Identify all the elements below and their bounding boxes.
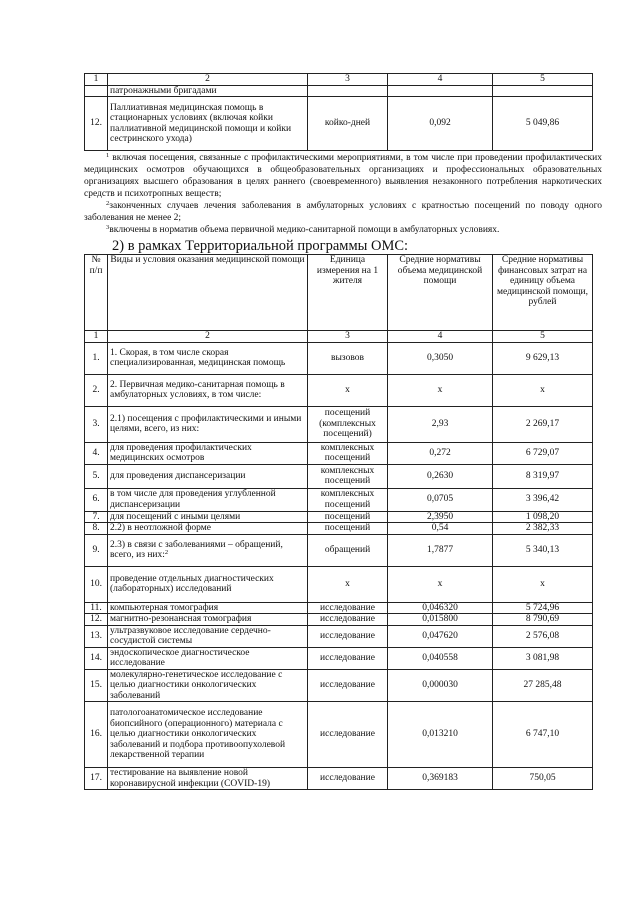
table-row bbox=[85, 614, 593, 626]
column-number-row bbox=[85, 331, 593, 343]
row-volume: 0,0705 bbox=[388, 488, 493, 511]
colnum-3: 3 bbox=[308, 74, 388, 86]
footnote-3 bbox=[84, 224, 602, 236]
row-name: молекулярно-генетическое исследование с целью диагностики онкологических заболеваний bbox=[108, 669, 308, 702]
row-cost: 5 724,96 bbox=[493, 602, 593, 614]
row-unit: комплексных посещений bbox=[308, 442, 388, 464]
row-number: 12. bbox=[85, 614, 108, 626]
row-name-text: 2.3) в связи с заболеваниями – обращений, всего, из них: bbox=[110, 539, 283, 560]
colnum-4: 4 bbox=[388, 331, 493, 343]
table-row bbox=[85, 602, 593, 614]
table-row bbox=[85, 523, 593, 535]
row-volume: 0,092 bbox=[388, 97, 493, 151]
row-cost: 27 285,48 bbox=[493, 669, 593, 702]
row-volume: 1,7877 bbox=[388, 534, 493, 566]
row-cost: х bbox=[493, 566, 593, 602]
footnote-text: включая посещения, связанные с профилактическими мероприятиями, в том числе при проведении профилактических медицинских осмотров обучающихся в общеобразовательных организациях и профессиональных образовательных организациях высшего образования в целях раннего (своевременного) выявления незаконного потребления наркотических средств и психотропных веществ; bbox=[84, 153, 602, 199]
row-unit: исследование bbox=[308, 625, 388, 647]
row-number: 3. bbox=[85, 406, 108, 442]
row-unit: х bbox=[308, 374, 388, 406]
row-number: 16. bbox=[85, 702, 108, 768]
row-cost: 6 729,07 bbox=[493, 442, 593, 464]
row-name: для проведения диспансеризации bbox=[108, 464, 308, 488]
row-name: ультразвуковое исследование сердечно-сосудистой системы bbox=[108, 625, 308, 647]
header-row bbox=[85, 255, 593, 331]
row-volume: 2,93 bbox=[388, 406, 493, 442]
footnote-mark: 2 bbox=[164, 549, 169, 556]
row-cost: 2 576,08 bbox=[493, 625, 593, 647]
colnum-2: 2 bbox=[108, 74, 308, 86]
row-number: 1. bbox=[85, 342, 108, 374]
colnum-2: 2 bbox=[108, 331, 308, 343]
colnum-3: 3 bbox=[308, 331, 388, 343]
row-cost: 750,05 bbox=[493, 768, 593, 790]
row-cost: 5 049,86 bbox=[493, 97, 593, 151]
row-name: 2.1) посещения с профилактическими и иными целями, всего, из них: bbox=[108, 406, 308, 442]
continuation-row bbox=[85, 85, 593, 97]
table-row bbox=[85, 647, 593, 669]
row-name: магнитно-резонансная томография bbox=[108, 614, 308, 626]
row-volume: 0,272 bbox=[388, 442, 493, 464]
table-row bbox=[85, 374, 593, 406]
row-unit: койко-дней bbox=[308, 97, 388, 151]
row-unit: посещений (комплексных посещений) bbox=[308, 406, 388, 442]
header-kind: Виды и условия оказания медицинской помощи bbox=[108, 255, 308, 331]
header-number: № п/п bbox=[85, 255, 108, 331]
row-name: 2.2) в неотложной форме bbox=[108, 523, 308, 535]
table-row bbox=[85, 669, 593, 702]
row-unit: обращений bbox=[308, 534, 388, 566]
row-name: проведение отдельных диагностических (лабораторных) исследований bbox=[108, 566, 308, 602]
table-row bbox=[85, 97, 593, 151]
row-name: компьютерная томография bbox=[108, 602, 308, 614]
footnote-text: включены в норматив объема первичной медико-санитарной помощи в амбулаторных условиях. bbox=[109, 225, 500, 235]
row-unit: исследование bbox=[308, 602, 388, 614]
row-volume: 0,040558 bbox=[388, 647, 493, 669]
footnote-mark: 2 bbox=[106, 200, 110, 207]
table-row bbox=[85, 442, 593, 464]
row-unit: исследование bbox=[308, 768, 388, 790]
row-number: 14. bbox=[85, 647, 108, 669]
row-unit: х bbox=[308, 566, 388, 602]
row-volume: 0,3050 bbox=[388, 342, 493, 374]
row-cost: 2 382,33 bbox=[493, 523, 593, 535]
row-cost: 9 629,13 bbox=[493, 342, 593, 374]
row-number: 12. bbox=[85, 97, 108, 151]
footnote-2 bbox=[84, 200, 602, 224]
table-row bbox=[85, 464, 593, 488]
row-cost: 2 269,17 bbox=[493, 406, 593, 442]
row-volume: 0,54 bbox=[388, 523, 493, 535]
row-unit: исследование bbox=[308, 647, 388, 669]
row-volume: 0,369183 bbox=[388, 768, 493, 790]
continuation-text: патронажными бригадами bbox=[108, 85, 308, 97]
row-volume: 0,000030 bbox=[388, 669, 493, 702]
previous-table-continuation bbox=[84, 73, 593, 151]
row-number: 9. bbox=[85, 534, 108, 566]
row-volume: х bbox=[388, 566, 493, 602]
row-volume: 0,015800 bbox=[388, 614, 493, 626]
row-number: 7. bbox=[85, 511, 108, 523]
row-cost: х bbox=[493, 374, 593, 406]
table-row bbox=[85, 768, 593, 790]
row-number: 5. bbox=[85, 464, 108, 488]
row-unit: комплексных посещений bbox=[308, 464, 388, 488]
row-volume: х bbox=[388, 374, 493, 406]
row-number: 11. bbox=[85, 602, 108, 614]
row-volume: 0,047620 bbox=[388, 625, 493, 647]
row-cost: 8 790,69 bbox=[493, 614, 593, 626]
row-volume: 0,2630 bbox=[388, 464, 493, 488]
row-number: 10. bbox=[85, 566, 108, 602]
footnote-mark: 3 bbox=[106, 224, 110, 231]
row-cost: 6 747,10 bbox=[493, 702, 593, 768]
row-name bbox=[108, 534, 308, 566]
table-row bbox=[85, 566, 593, 602]
footnote-mark: 1 bbox=[106, 152, 110, 159]
row-volume: 2,3950 bbox=[388, 511, 493, 523]
table-row bbox=[85, 342, 593, 374]
row-unit: посещений bbox=[308, 511, 388, 523]
colnum-1: 1 bbox=[85, 74, 108, 86]
section-title: 2) в рамках Территориальной программы ОМС: bbox=[112, 238, 409, 254]
header-volume: Средние нормативы объема медицинской помощи bbox=[388, 255, 493, 331]
row-number: 15. bbox=[85, 669, 108, 702]
table-row bbox=[85, 702, 593, 768]
colnum-5: 5 bbox=[493, 331, 593, 343]
table-row bbox=[85, 625, 593, 647]
row-cost: 3 081,98 bbox=[493, 647, 593, 669]
row-name: 1. Скорая, в том числе скорая специализированная, медицинская помощь bbox=[108, 342, 308, 374]
row-unit: комплексных посещений bbox=[308, 488, 388, 511]
footnotes bbox=[84, 152, 602, 236]
header-unit: Единица измерения на 1 жителя bbox=[308, 255, 388, 331]
row-name: 2. Первичная медико-санитарная помощь в амбулаторных условиях, в том числе: bbox=[108, 374, 308, 406]
colnum-4: 4 bbox=[388, 74, 493, 86]
colnum-1: 1 bbox=[85, 331, 108, 343]
colnum-5: 5 bbox=[493, 74, 593, 86]
row-cost: 3 396,42 bbox=[493, 488, 593, 511]
row-unit: исследование bbox=[308, 669, 388, 702]
row-cost: 8 319,97 bbox=[493, 464, 593, 488]
row-number: 8. bbox=[85, 523, 108, 535]
row-name: тестирование на выявление новой коронавирусной инфекции (COVID-19) bbox=[108, 768, 308, 790]
row-name: для проведения профилактических медицинских осмотров bbox=[108, 442, 308, 464]
row-number: 17. bbox=[85, 768, 108, 790]
table-row bbox=[85, 406, 593, 442]
row-volume: 0,046320 bbox=[388, 602, 493, 614]
row-cost: 1 098,20 bbox=[493, 511, 593, 523]
table-row bbox=[85, 534, 593, 566]
row-name: эндоскопическое диагностическое исследование bbox=[108, 647, 308, 669]
table-row bbox=[85, 511, 593, 523]
row-number: 6. bbox=[85, 488, 108, 511]
row-name: в том числе для проведения углубленной диспансеризации bbox=[108, 488, 308, 511]
row-cost: 5 340,13 bbox=[493, 534, 593, 566]
row-number: 2. bbox=[85, 374, 108, 406]
row-unit: вызовов bbox=[308, 342, 388, 374]
row-unit: исследование bbox=[308, 614, 388, 626]
row-volume: 0,013210 bbox=[388, 702, 493, 768]
oms-norms-table bbox=[84, 254, 593, 790]
row-unit: исследование bbox=[308, 702, 388, 768]
footnote-1 bbox=[84, 152, 602, 200]
table-row bbox=[85, 488, 593, 511]
header-cost: Средние нормативы финансовых затрат на единицу объема медицинской помощи, рублей bbox=[493, 255, 593, 331]
row-number: 4. bbox=[85, 442, 108, 464]
row-name: патологоанатомическое исследование биопсийного (операционного) материала с целью диагностики онкологических заболеваний и подбора противоопухолевой лекарственной терапии bbox=[108, 702, 308, 768]
row-unit: посещений bbox=[308, 523, 388, 535]
row-number: 13. bbox=[85, 625, 108, 647]
footnote-text: законченных случаев лечения заболевания в амбулаторных условиях с кратностью посещений по поводу одного заболевания не менее 2; bbox=[84, 201, 602, 223]
row-name: для посещений с иными целями bbox=[108, 511, 308, 523]
row-name: Паллиативная медицинская помощь в стационарных условиях (включая койки паллиативной медицинской помощи и койки сестринского ухода) bbox=[108, 97, 308, 151]
column-number-row bbox=[85, 74, 593, 86]
